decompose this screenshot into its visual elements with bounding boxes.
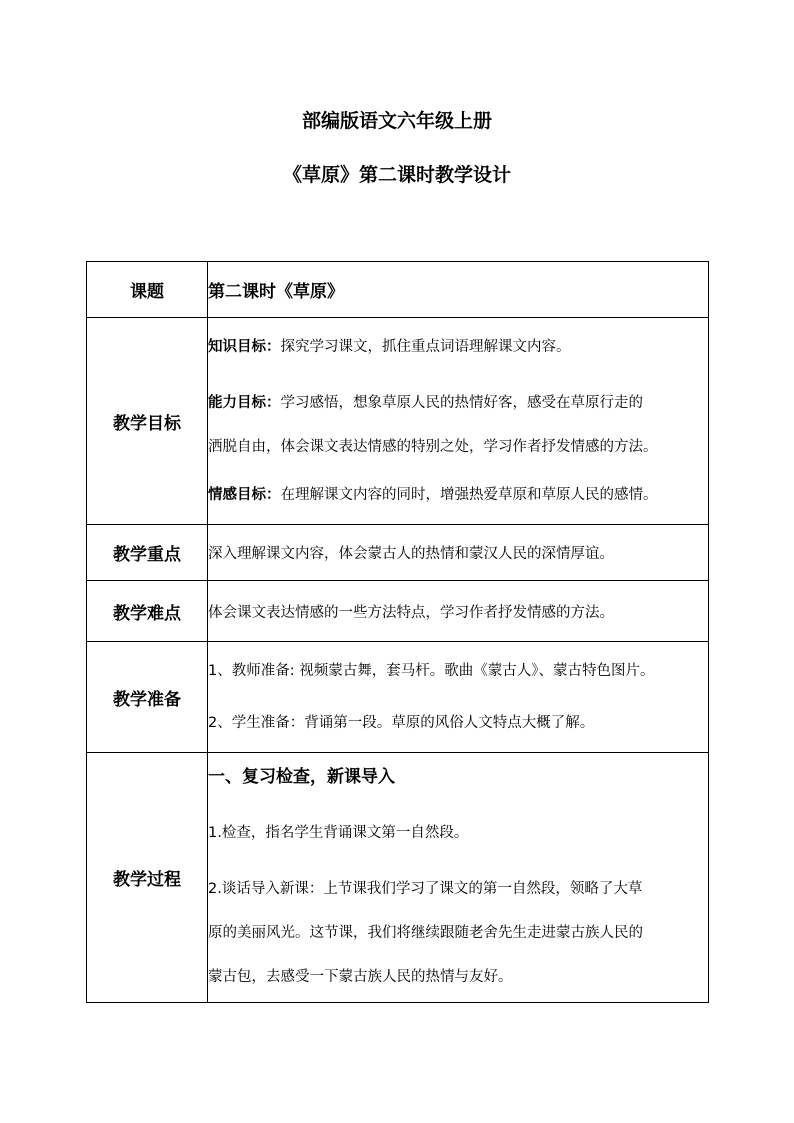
knowledge-lead: 知识目标： [208, 339, 281, 355]
key-points-cell [208, 525, 709, 581]
difficulties-cell [208, 581, 709, 642]
topic-cell [208, 262, 709, 318]
key-points-text: 深入理解课文内容，体会蒙古人的热情和蒙汉人民的深情厚谊。 [208, 546, 614, 562]
topic-label: 课题 [87, 262, 208, 318]
ability-lead: 能力目标： [208, 395, 281, 411]
emotion-objective [208, 473, 708, 517]
key-points-label: 教学重点 [87, 525, 208, 581]
document-subtitle: 《草原》第二课时教学设计 [282, 164, 511, 186]
difficulties-text: 体会课文表达情感的一些方法特点，学习作者抒发情感的方法。 [208, 604, 614, 621]
objectives-cell [208, 318, 709, 525]
table-row-process [87, 753, 709, 1003]
process-step-1: 1.检查，指名学生背诵课文第一自然段。 [208, 825, 469, 841]
ability-objective-cont [208, 425, 708, 469]
process-label: 教学过程 [87, 753, 208, 1003]
difficulties-label: 教学难点 [87, 581, 208, 642]
document-title: 部编版语文六年级上册 [301, 110, 492, 132]
objectives-label: 教学目标 [87, 318, 208, 525]
lesson-plan-table [86, 261, 709, 1003]
knowledge-text: 探究学习课文，抓住重点词语理解课文内容。 [280, 339, 571, 355]
table-row-objectives [87, 318, 709, 525]
process-step-2-line-1: 2.谈话导入新课：上节课我们学习了课文的第一自然段，领略了大草 [208, 881, 643, 897]
table-row-key-points [87, 525, 709, 581]
ability-text-2: 洒脱自由，体会课文表达情感的特别之处，学习作者抒发情感的方法。 [208, 439, 658, 455]
table-row-difficulties [87, 581, 709, 642]
preparation-item-1: 1、教师准备: 视频蒙古舞，套马杆。歌曲《蒙古人》、蒙古特色图片。 [208, 663, 655, 679]
preparation-label: 教学准备 [87, 642, 208, 753]
process-step-2-line-2: 原的美丽风光。这节课，我们将继续跟随老舍先生走进蒙古族人民的 [208, 925, 643, 941]
preparation-cell [208, 642, 709, 753]
process-cell [208, 753, 709, 1003]
preparation-item-2: 2、学生准备：背诵第一段。草原的风俗人文特点大概了解。 [208, 715, 595, 731]
emotion-text: 在理解课文内容的同时，增强热爱草原和草原人民的感情。 [280, 487, 658, 503]
table-row-preparation [87, 642, 709, 753]
knowledge-objective [208, 325, 708, 369]
ability-text-1: 学习感悟，想象草原人民的热情好客，感受在草原行走的 [280, 395, 643, 411]
table-row-topic [87, 262, 709, 318]
emotion-lead: 情感目标： [208, 487, 281, 503]
process-step-2-line-3: 蒙古包，去感受一下蒙古族人民的热情与友好。 [208, 969, 513, 985]
topic-value: 第二课时《草原》 [208, 282, 344, 302]
process-heading: 一、复习检查，新课导入 [208, 767, 395, 787]
ability-objective [208, 381, 708, 425]
